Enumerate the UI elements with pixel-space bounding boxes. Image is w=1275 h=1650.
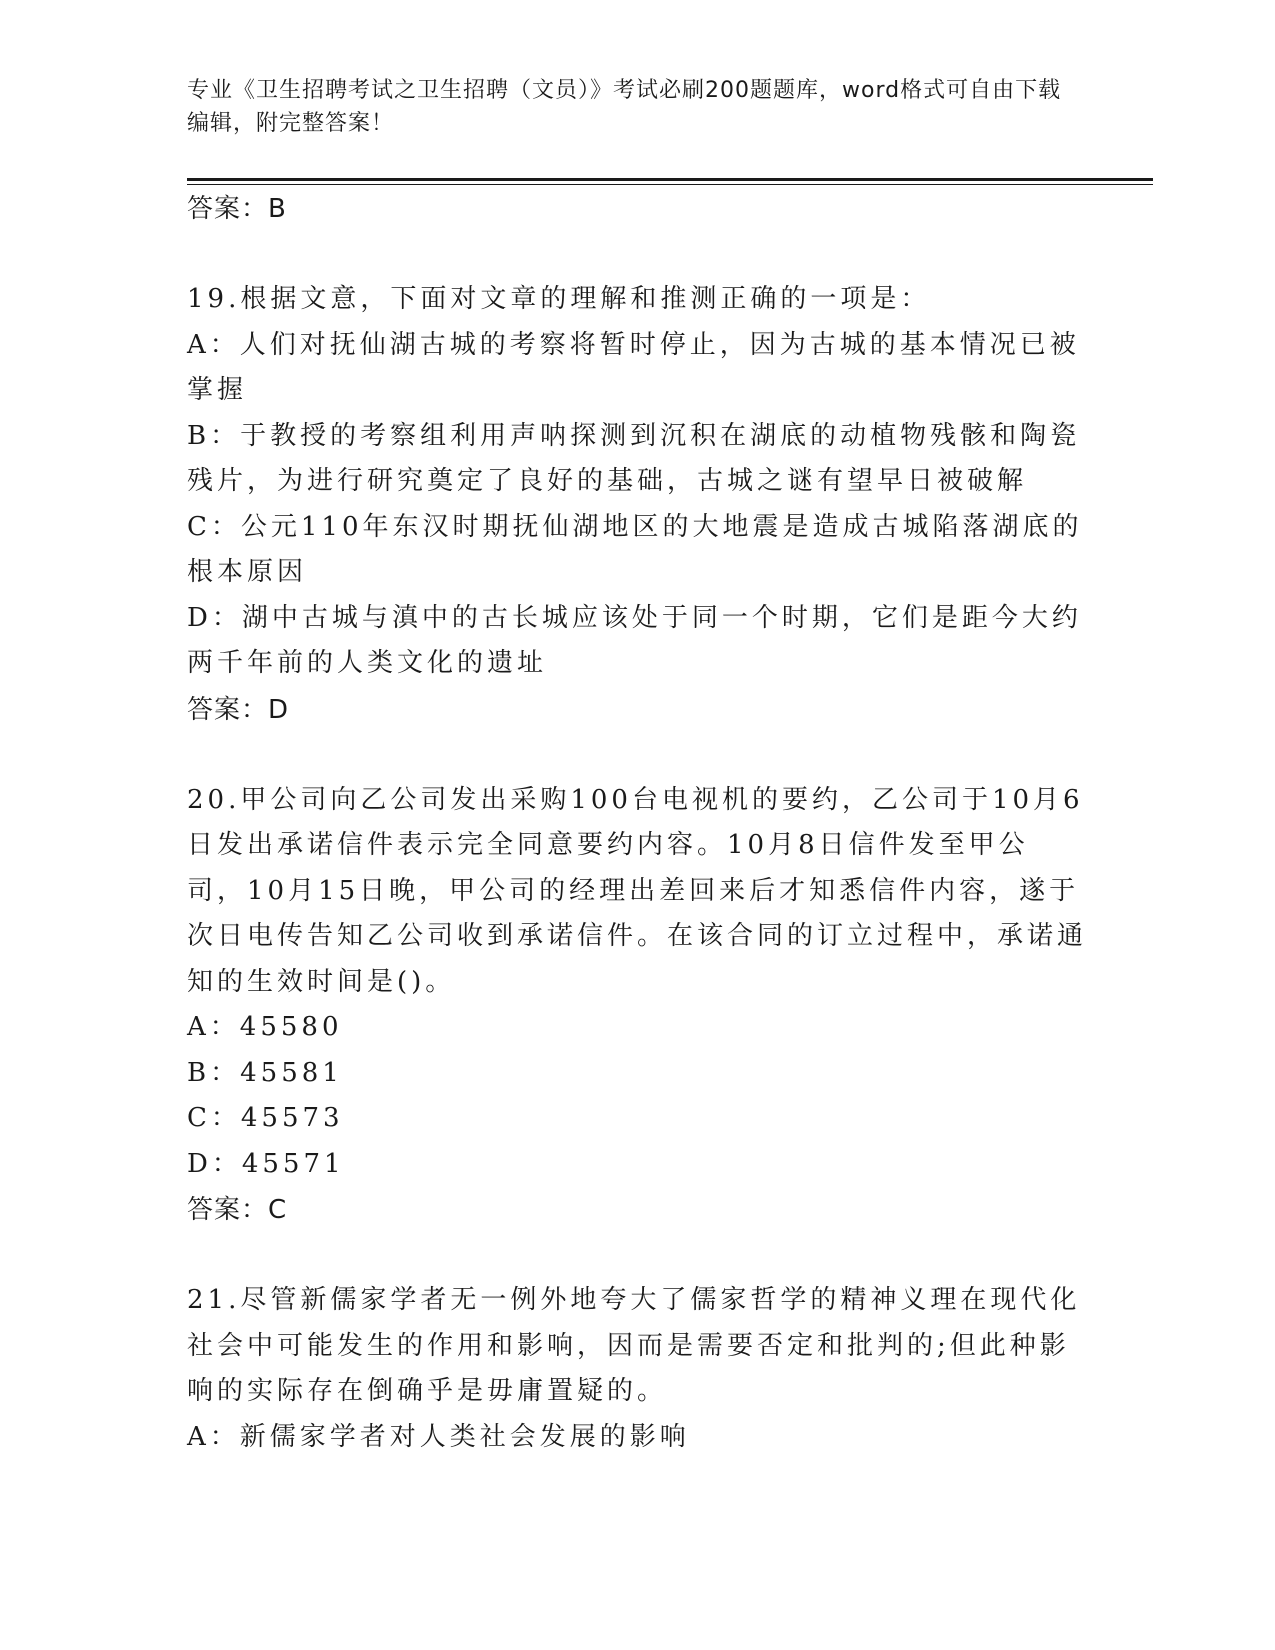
spacer (187, 1233, 1087, 1278)
option-d: D：湖中古城与滇中的古长城应该处于同一个时期，它们是距今大约两千年前的人类文化的遗址 (187, 602, 1082, 678)
question-text: 19.根据文意，下面对文章的理解和推测正确的一项是： (187, 284, 931, 314)
answer-line: 答案：D (187, 694, 290, 725)
question-text: 21.尽管新儒家学者无一例外地夸大了儒家哲学的精神义理在现代化社会中可能发生的作用和影响，因而是需要否定和批判的;但此种影响的实际存在倒确乎是毋庸置疑的。 (187, 1285, 1081, 1406)
option-c: C：45573 (187, 1103, 344, 1133)
document-body (187, 186, 1087, 1460)
spacer (187, 733, 1087, 778)
answer-line: 答案：C (187, 1195, 288, 1225)
option-d: D：45571 (187, 1148, 345, 1179)
question-19 (187, 277, 1087, 733)
option-c: C：公元110年东汉时期抚仙湖地区的大地震是造成古城陷落湖底的根本原因 (187, 511, 1083, 587)
header-rule (187, 178, 1153, 181)
question-20 (187, 778, 1087, 1234)
question-text: 20.甲公司向乙公司发出采购100台电视机的要约，乙公司于10月6日发出承诺信件表示完全同意要约内容。10月8日信件发至甲公司，10月15日晚，甲公司的经理出差回来后才知悉信件内容，遂于次日电传告知乙公司收到承诺信件。在该合同的订立过程中，承诺通知的生效时间是()。 (187, 784, 1088, 997)
question-21 (187, 1278, 1087, 1460)
option-b: B：45581 (187, 1057, 343, 1088)
option-a: A：45580 (187, 1012, 343, 1042)
option-b: B：于教授的考察组利用声呐探测到沉积在湖底的动植物残骸和陶瓷残片，为进行研究奠定了良好的基础，古城之谜有望早日被破解 (187, 420, 1081, 496)
option-a: A：人们对抚仙湖古城的考察将暂时停止，因为古城的基本情况已被掌握 (187, 329, 1080, 405)
spacer (187, 232, 1087, 277)
answer-line: 答案：B (187, 194, 287, 224)
document-header: 专业《卫生招聘考试之卫生招聘（文员）》考试必刷200题题库，word格式可自由下载编辑，附完整答案！ (187, 78, 1062, 136)
option-a: A：新儒家学者对人类社会发展的影响 (187, 1421, 690, 1452)
header-rule-thin (187, 184, 1153, 185)
